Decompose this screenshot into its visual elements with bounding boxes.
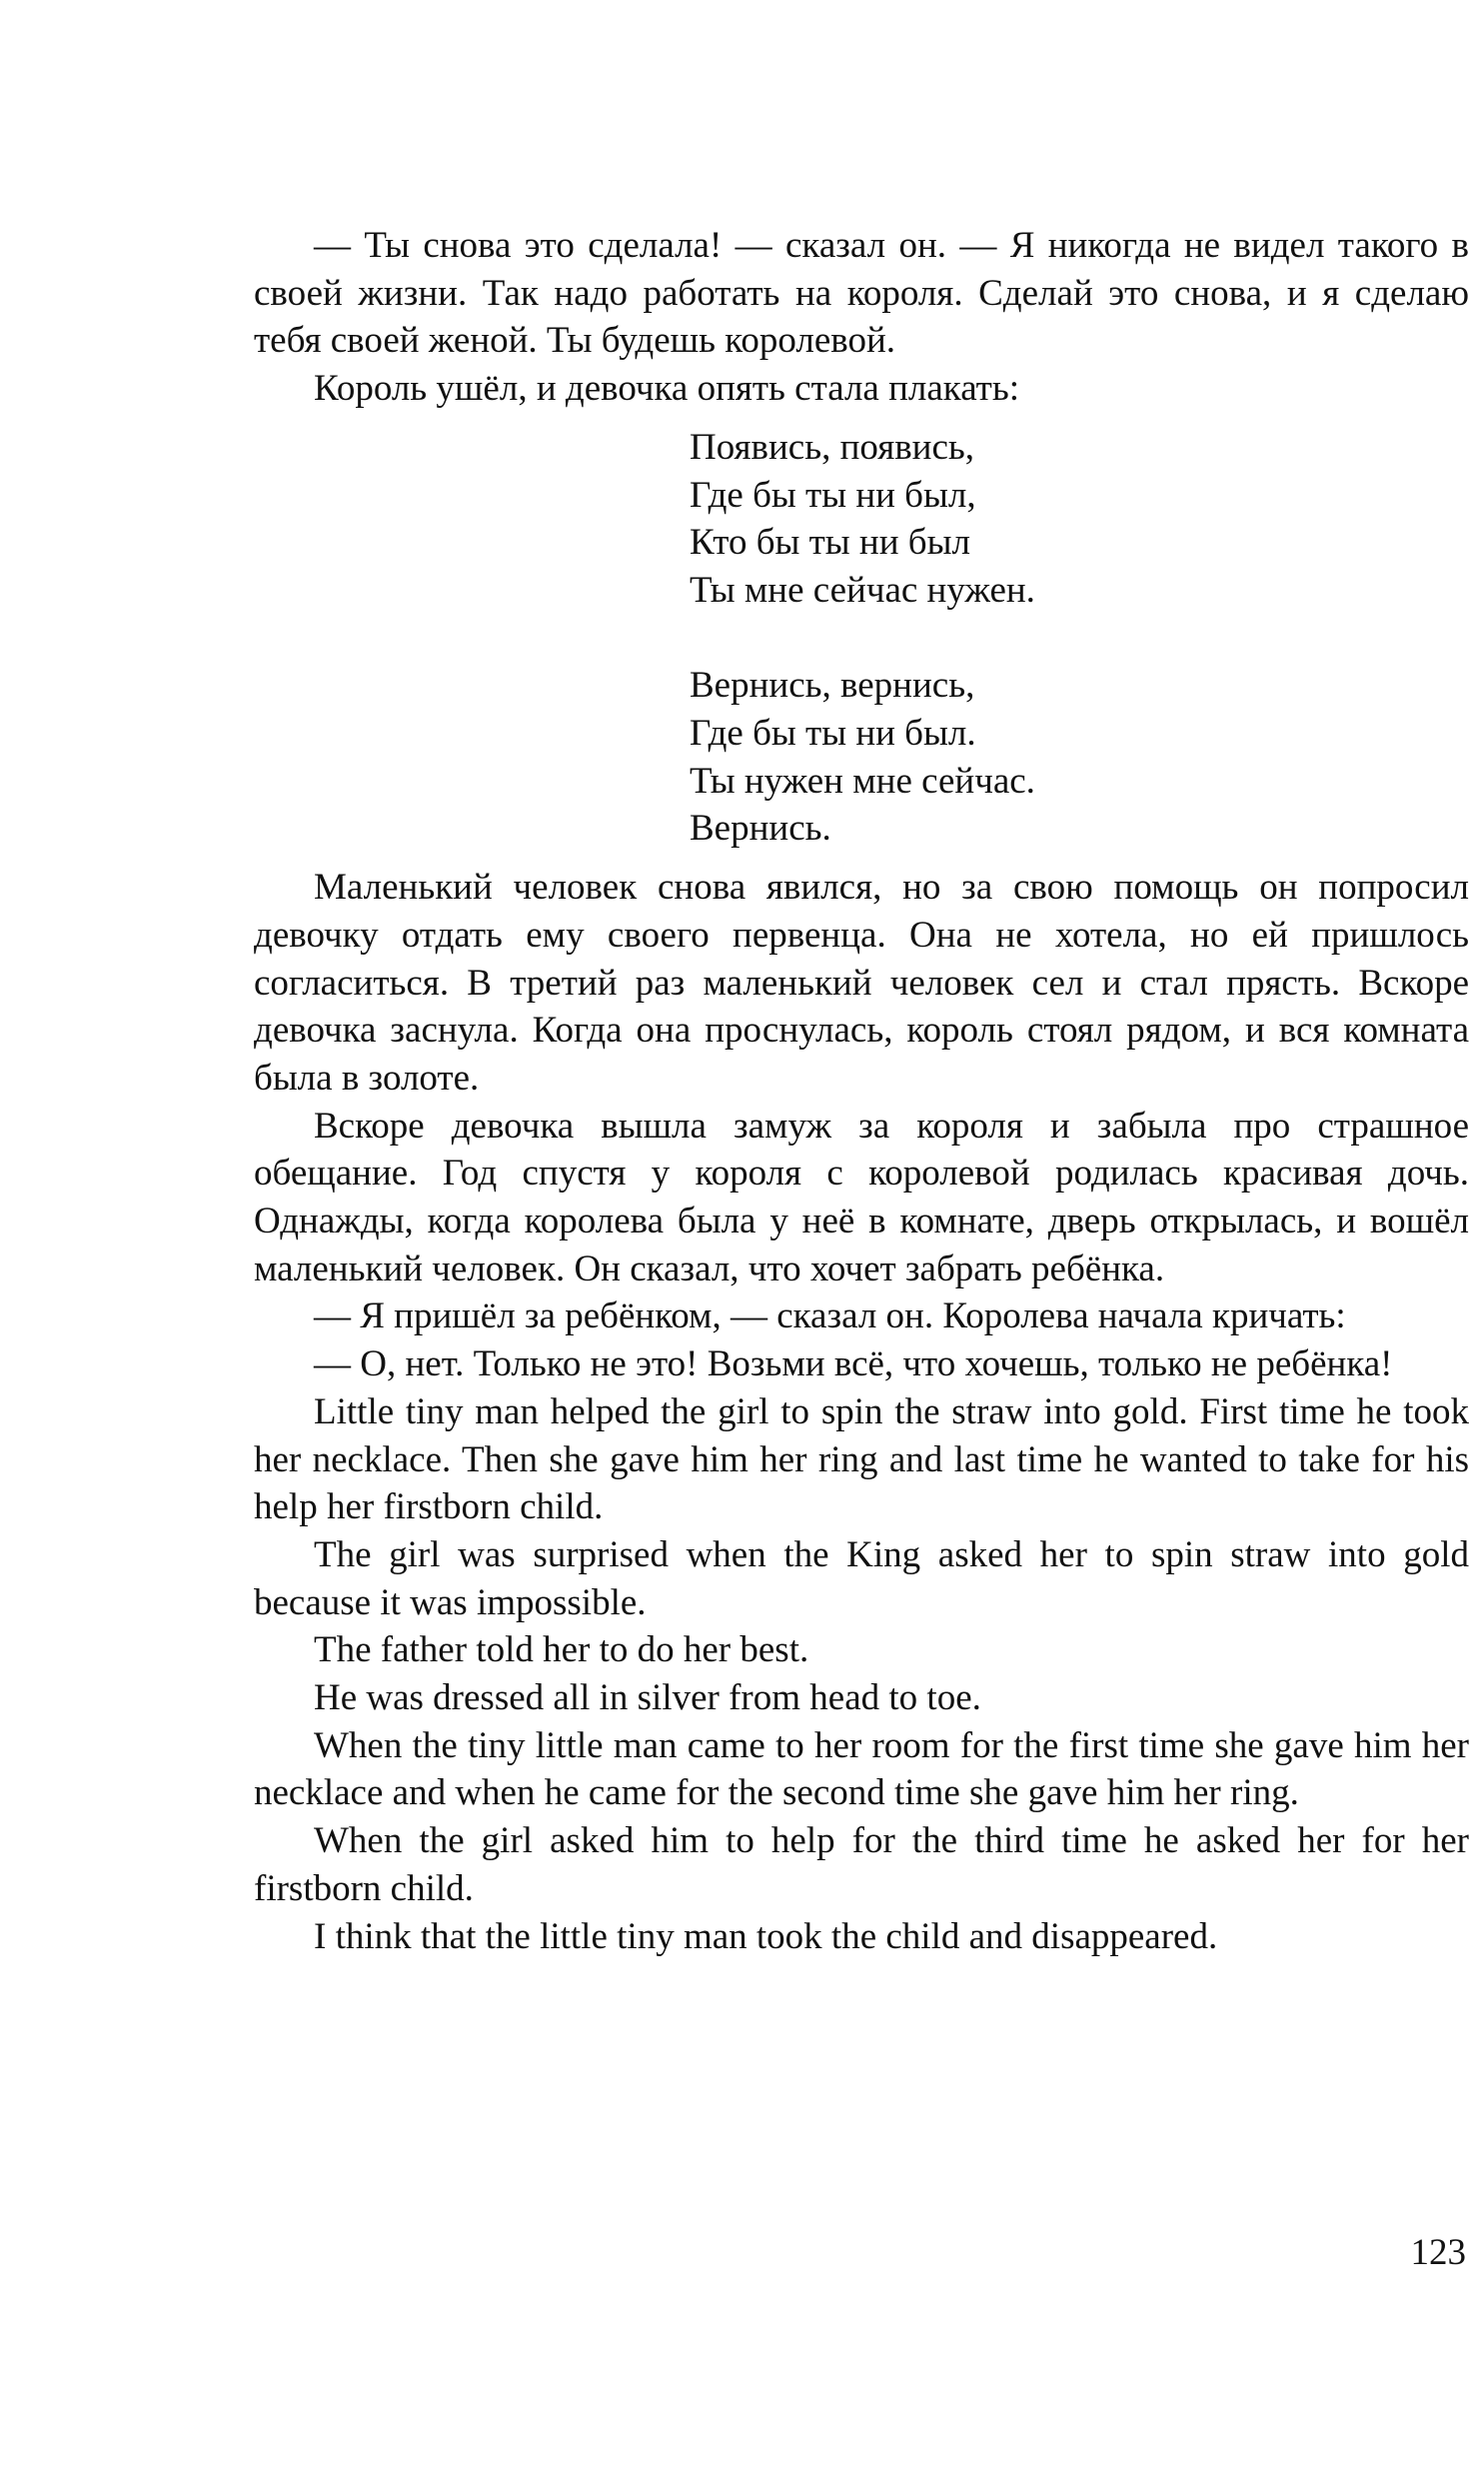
page-number: 123 bbox=[1410, 2232, 1466, 2273]
paragraph: — Ты снова это сделала! — сказал он. — Я никогда не видел такого в своей жизни. Так надо работать на короля. Сделай это снова, и я сделаю тебя своей женой. Ты будешь королевой. bbox=[254, 225, 1469, 362]
paragraph: — О, нет. Только не это! Возьми всё, что хочешь, только не ребёнка! bbox=[314, 1343, 1393, 1385]
body-text bbox=[254, 222, 1469, 1960]
poem-line: Кто бы ты ни был bbox=[690, 522, 970, 564]
paragraph: — Я пришёл за ребёнком, — сказал он. Королева начала кричать: bbox=[314, 1295, 1346, 1337]
paragraph: Маленький человек снова явился, но за свою помощь он попросил девочку отдать ему своего первенца. Она не хотела, но ей пришлось согласиться. В третий раз маленький человек сел и стал прясть. Вскоре девочка заснула. Когда она проснулась, король стоял рядом, и вся комната была в золоте. bbox=[254, 867, 1469, 1099]
paragraph: When the girl asked him to help for the third time he asked her for her firstborn child. bbox=[254, 1820, 1469, 1909]
paragraph: Король ушёл, и девочка опять стала плакать: bbox=[314, 368, 1019, 410]
paragraph: Вскоре девочка вышла замуж за короля и забыла про страшное обещание. Год спустя у короля с королевой родилась красивая дочь. Однажды, когда королева была у неё в комнате, дверь открылась, и вошёл маленький человек. Он сказал, что хочет забрать ребёнка. bbox=[254, 1105, 1469, 1289]
stanza-break bbox=[690, 615, 1469, 663]
paragraph: I think that the little tiny man took the child and disappeared. bbox=[314, 1915, 1218, 1957]
paragraph: The girl was surprised when the King asked her to spin straw into gold because it was impossible. bbox=[254, 1533, 1469, 1623]
poem-line: Вернись, вернись, bbox=[690, 665, 975, 707]
poem-line: Где бы ты ни был. bbox=[690, 713, 976, 755]
poem-line: Ты мне сейчас нужен. bbox=[690, 569, 1035, 611]
poem-line: Ты нужен мне сейчас. bbox=[690, 760, 1035, 802]
poem-line: Где бы ты ни был, bbox=[690, 474, 976, 516]
paragraph: He was dressed all in silver from head to toe. bbox=[314, 1677, 981, 1719]
poem bbox=[690, 424, 1469, 853]
paragraph: When the tiny little man came to her room for the first time she gave him her necklace and when he came for the second time she gave him her ring. bbox=[254, 1724, 1469, 1814]
poem-line: Появись, появись, bbox=[690, 426, 975, 468]
paragraph: Little tiny man helped the girl to spin the straw into gold. First time he took her necklace. Then she gave him her ring and last time he wanted to take for his help her firstborn child. bbox=[254, 1390, 1469, 1528]
paragraph: The father told her to do her best. bbox=[314, 1629, 809, 1671]
poem-line: Вернись. bbox=[690, 808, 831, 850]
